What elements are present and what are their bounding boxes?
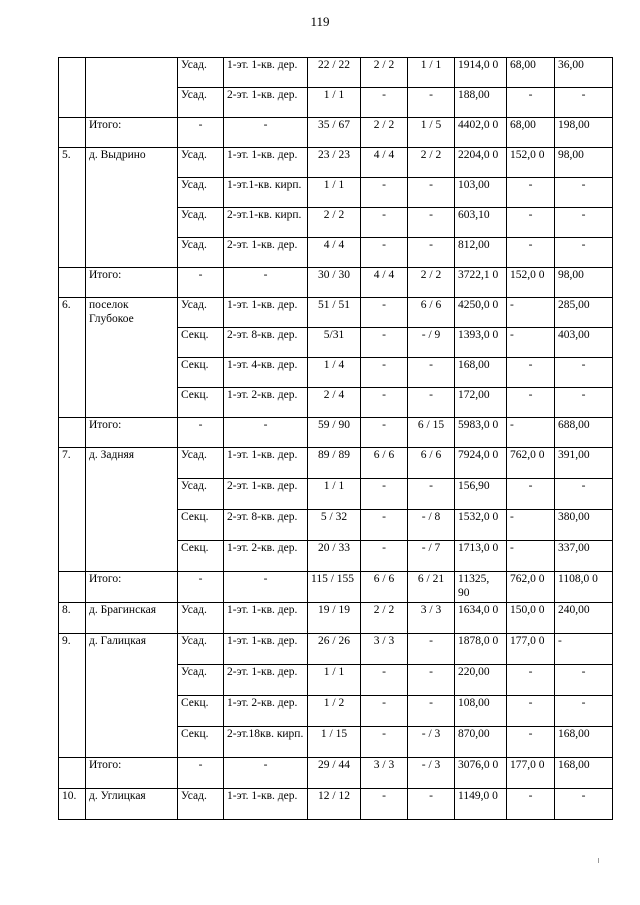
area-cell: 1634,0 0 <box>455 603 507 634</box>
value-cell: 2 / 2 <box>408 268 455 298</box>
value-cell: - / 9 <box>408 328 455 358</box>
count-cell: 1 / 2 <box>308 696 361 727</box>
value-cell: - <box>361 298 408 328</box>
area-cell: 1532,0 0 <box>455 510 507 541</box>
area-cell: 4250,0 0 <box>455 298 507 328</box>
value-cell: - <box>361 789 408 820</box>
area-cell: 152,0 0 <box>507 148 555 178</box>
area-cell: 1914,0 0 <box>455 58 507 88</box>
building-desc-cell: 1-эт. 1-кв. дер. <box>224 58 308 88</box>
area-cell: 603,10 <box>455 208 507 238</box>
count-cell: 1 / 15 <box>308 727 361 758</box>
count-cell: 1 / 4 <box>308 358 361 388</box>
area-cell: 762,0 0 <box>507 572 555 603</box>
building-type-cell: Усад. <box>178 448 224 479</box>
area-cell: 5983,0 0 <box>455 418 507 448</box>
area-cell: 168,00 <box>455 358 507 388</box>
table-row <box>59 58 613 88</box>
total-label-cell: Итого: <box>86 118 178 148</box>
building-desc-cell: 1-эт. 4-кв. дер. <box>224 358 308 388</box>
area-cell: - <box>507 178 555 208</box>
area-cell: - <box>507 727 555 758</box>
building-desc-cell: - <box>224 572 308 603</box>
building-desc-cell: 1-эт. 1-кв. дер. <box>224 148 308 178</box>
value-cell: - <box>361 208 408 238</box>
count-cell: 5/31 <box>308 328 361 358</box>
building-desc-cell: 1-эт. 1-кв. дер. <box>224 789 308 820</box>
building-desc-cell: 2-эт. 8-кв. дер. <box>224 328 308 358</box>
area-cell: - <box>507 510 555 541</box>
building-type-cell: Усад. <box>178 479 224 510</box>
building-desc-cell: 2-эт. 8-кв. дер. <box>224 510 308 541</box>
value-cell: 1 / 1 <box>408 58 455 88</box>
area-cell: - <box>555 238 613 268</box>
building-desc-cell: - <box>224 118 308 148</box>
building-type-cell: Секц. <box>178 328 224 358</box>
value-cell: - / 8 <box>408 510 455 541</box>
page-number: 119 <box>310 14 330 29</box>
area-cell: 156,90 <box>455 479 507 510</box>
settlement-name-cell <box>86 58 178 118</box>
building-type-cell: Секц. <box>178 388 224 418</box>
count-cell: 1 / 1 <box>308 178 361 208</box>
area-cell: 177,0 0 <box>507 758 555 789</box>
building-desc-cell: 2-эт.18кв. кирп. <box>224 727 308 758</box>
count-cell: 19 / 19 <box>308 603 361 634</box>
row-number-cell: 9. <box>59 634 86 758</box>
area-cell: 812,00 <box>455 238 507 268</box>
value-cell: 1 / 5 <box>408 118 455 148</box>
settlement-name-cell: д. Углицкая <box>86 789 178 820</box>
row-number-cell <box>59 58 86 118</box>
building-desc-cell: 1-эт. 1-кв. дер. <box>224 634 308 665</box>
total-row <box>59 572 613 603</box>
area-cell: 198,00 <box>555 118 613 148</box>
building-desc-cell: 1-эт.1-кв. кирп. <box>224 178 308 208</box>
value-cell: 3 / 3 <box>361 634 408 665</box>
area-cell: 220,00 <box>455 665 507 696</box>
value-cell: - <box>408 88 455 118</box>
count-cell: 89 / 89 <box>308 448 361 479</box>
area-cell: 7924,0 0 <box>455 448 507 479</box>
value-cell: - <box>361 88 408 118</box>
value-cell: 3 / 3 <box>361 758 408 789</box>
building-desc-cell: 1-эт. 2-кв. дер. <box>224 388 308 418</box>
value-cell: - / 3 <box>408 727 455 758</box>
value-cell: 6 / 21 <box>408 572 455 603</box>
area-cell: 380,00 <box>555 510 613 541</box>
table-row <box>59 298 613 328</box>
total-row <box>59 758 613 789</box>
area-cell: - <box>507 358 555 388</box>
area-cell: 68,00 <box>507 58 555 88</box>
area-cell: 36,00 <box>555 58 613 88</box>
area-cell: - <box>507 479 555 510</box>
value-cell: - <box>361 418 408 448</box>
row-number-cell: 5. <box>59 148 86 268</box>
area-cell: 3722,1 0 <box>455 268 507 298</box>
value-cell: - <box>408 208 455 238</box>
row-number-cell: 8. <box>59 603 86 634</box>
value-cell: - <box>408 238 455 268</box>
building-desc-cell: 1-эт. 1-кв. дер. <box>224 298 308 328</box>
area-cell: 870,00 <box>455 727 507 758</box>
building-type-cell: - <box>178 758 224 789</box>
total-row <box>59 268 613 298</box>
table-row <box>59 448 613 479</box>
count-cell: 23 / 23 <box>308 148 361 178</box>
value-cell: - <box>361 665 408 696</box>
value-cell: - <box>361 388 408 418</box>
count-cell: 51 / 51 <box>308 298 361 328</box>
area-cell: 688,00 <box>555 418 613 448</box>
area-cell: - <box>507 328 555 358</box>
count-cell: 29 / 44 <box>308 758 361 789</box>
value-cell: 6 / 6 <box>361 448 408 479</box>
building-desc-cell: - <box>224 268 308 298</box>
area-cell: 285,00 <box>555 298 613 328</box>
area-cell: - <box>555 88 613 118</box>
table-row <box>59 634 613 665</box>
count-cell: 2 / 2 <box>308 208 361 238</box>
value-cell: 2 / 2 <box>361 603 408 634</box>
total-label-cell: Итого: <box>86 268 178 298</box>
area-cell: 177,0 0 <box>507 634 555 665</box>
count-cell: 59 / 90 <box>308 418 361 448</box>
count-cell: 35 / 67 <box>308 118 361 148</box>
building-desc-cell: 2-эт. 1-кв. дер. <box>224 238 308 268</box>
value-cell: - <box>408 665 455 696</box>
value-cell: - <box>361 541 408 572</box>
area-cell: - <box>507 388 555 418</box>
value-cell: - / 7 <box>408 541 455 572</box>
area-cell: 168,00 <box>555 727 613 758</box>
building-desc-cell: 1-эт. 2-кв. дер. <box>224 541 308 572</box>
area-cell: 98,00 <box>555 148 613 178</box>
table-row <box>59 148 613 178</box>
count-cell: 1 / 1 <box>308 665 361 696</box>
value-cell: - <box>408 358 455 388</box>
value-cell: - <box>408 634 455 665</box>
total-row <box>59 118 613 148</box>
area-cell: - <box>555 634 613 665</box>
building-type-cell: - <box>178 418 224 448</box>
building-type-cell: Усад. <box>178 298 224 328</box>
value-cell: 4 / 4 <box>361 268 408 298</box>
value-cell: - <box>361 727 408 758</box>
building-type-cell: - <box>178 268 224 298</box>
area-cell: 1108,0 0 <box>555 572 613 603</box>
area-cell: 762,0 0 <box>507 448 555 479</box>
area-cell: - <box>507 418 555 448</box>
area-cell: 2204,0 0 <box>455 148 507 178</box>
area-cell: 1878,0 0 <box>455 634 507 665</box>
area-cell: 391,00 <box>555 448 613 479</box>
area-cell: 240,00 <box>555 603 613 634</box>
area-cell: 11325, 90 <box>455 572 507 603</box>
area-cell: 3076,0 0 <box>455 758 507 789</box>
value-cell: 3 / 3 <box>408 603 455 634</box>
area-cell: - <box>507 238 555 268</box>
building-desc-cell: 2-эт.1-кв. кирп. <box>224 208 308 238</box>
area-cell: - <box>507 541 555 572</box>
building-type-cell: Усад. <box>178 603 224 634</box>
area-cell: 4402,0 0 <box>455 118 507 148</box>
area-cell: 150,0 0 <box>507 603 555 634</box>
area-cell: - <box>555 178 613 208</box>
value-cell: - <box>361 238 408 268</box>
housing-table <box>58 57 613 820</box>
area-cell: 68,00 <box>507 118 555 148</box>
area-cell: - <box>507 88 555 118</box>
area-cell: 172,00 <box>455 388 507 418</box>
total-row <box>59 418 613 448</box>
building-type-cell: Усад. <box>178 789 224 820</box>
building-desc-cell: - <box>224 418 308 448</box>
area-cell: - <box>507 665 555 696</box>
area-cell: 98,00 <box>555 268 613 298</box>
value-cell: - <box>361 696 408 727</box>
value-cell: - <box>361 479 408 510</box>
area-cell: - <box>555 696 613 727</box>
area-cell: 403,00 <box>555 328 613 358</box>
building-type-cell: Секц. <box>178 510 224 541</box>
value-cell: 6 / 15 <box>408 418 455 448</box>
building-desc-cell: 1-эт. 1-кв. дер. <box>224 603 308 634</box>
area-cell: - <box>555 208 613 238</box>
area-cell: - <box>555 789 613 820</box>
area-cell: - <box>555 665 613 696</box>
area-cell: - <box>507 298 555 328</box>
area-cell: - <box>555 388 613 418</box>
building-desc-cell: 2-эт. 1-кв. дер. <box>224 479 308 510</box>
area-cell: 168,00 <box>555 758 613 789</box>
area-cell: - <box>555 479 613 510</box>
building-type-cell: - <box>178 118 224 148</box>
building-type-cell: Усад. <box>178 148 224 178</box>
area-cell: 1713,0 0 <box>455 541 507 572</box>
area-cell: 1393,0 0 <box>455 328 507 358</box>
value-cell: - <box>408 696 455 727</box>
building-type-cell: Усад. <box>178 88 224 118</box>
area-cell: 188,00 <box>455 88 507 118</box>
value-cell: 2 / 2 <box>408 148 455 178</box>
building-type-cell: Усад. <box>178 665 224 696</box>
area-cell: - <box>507 696 555 727</box>
value-cell: - <box>361 178 408 208</box>
settlement-name-cell: д. Задняя <box>86 448 178 572</box>
area-cell: 1149,0 0 <box>455 789 507 820</box>
count-cell: 30 / 30 <box>308 268 361 298</box>
building-type-cell: Секц. <box>178 358 224 388</box>
building-type-cell: Усад. <box>178 178 224 208</box>
value-cell: 4 / 4 <box>361 148 408 178</box>
count-cell: 26 / 26 <box>308 634 361 665</box>
area-cell: - <box>507 208 555 238</box>
count-cell: 2 / 4 <box>308 388 361 418</box>
total-label-cell: Итого: <box>86 418 178 448</box>
total-label-cell: Итого: <box>86 572 178 603</box>
row-number-cell: 6. <box>59 298 86 418</box>
area-cell: 337,00 <box>555 541 613 572</box>
count-cell: 4 / 4 <box>308 238 361 268</box>
area-cell: - <box>555 358 613 388</box>
area-cell: 103,00 <box>455 178 507 208</box>
settlement-name-cell: д. Брагинская <box>86 603 178 634</box>
value-cell: - / 3 <box>408 758 455 789</box>
count-cell: 22 / 22 <box>308 58 361 88</box>
value-cell: - <box>408 479 455 510</box>
value-cell: 2 / 2 <box>361 58 408 88</box>
row-number-cell: 7. <box>59 448 86 572</box>
total-label-cell: Итого: <box>86 758 178 789</box>
count-cell: 1 / 1 <box>308 479 361 510</box>
value-cell: - <box>408 789 455 820</box>
value-cell: 6 / 6 <box>408 298 455 328</box>
building-type-cell: Секц. <box>178 696 224 727</box>
settlement-name-cell: д. Выдрино <box>86 148 178 268</box>
value-cell: - <box>408 178 455 208</box>
count-cell: 20 / 33 <box>308 541 361 572</box>
area-cell: 152,0 0 <box>507 268 555 298</box>
row-number-cell: 10. <box>59 789 86 820</box>
settlement-name-cell: поселок Глубокое <box>86 298 178 418</box>
value-cell: - <box>361 328 408 358</box>
value-cell: 6 / 6 <box>408 448 455 479</box>
building-type-cell: Секц. <box>178 541 224 572</box>
building-desc-cell: 1-эт. 2-кв. дер. <box>224 696 308 727</box>
count-cell: 12 / 12 <box>308 789 361 820</box>
building-type-cell: Усад. <box>178 238 224 268</box>
building-desc-cell: - <box>224 758 308 789</box>
value-cell: 2 / 2 <box>361 118 408 148</box>
value-cell: - <box>361 358 408 388</box>
building-type-cell: Усад. <box>178 634 224 665</box>
area-cell: 108,00 <box>455 696 507 727</box>
building-type-cell: Усад. <box>178 208 224 238</box>
value-cell: - <box>408 388 455 418</box>
value-cell: - <box>361 510 408 541</box>
building-desc-cell: 1-эт. 1-кв. дер. <box>224 448 308 479</box>
count-cell: 1 / 1 <box>308 88 361 118</box>
value-cell: 6 / 6 <box>361 572 408 603</box>
building-type-cell: - <box>178 572 224 603</box>
settlement-name-cell: д. Галицкая <box>86 634 178 758</box>
building-desc-cell: 2-эт. 1-кв. дер. <box>224 88 308 118</box>
building-type-cell: Усад. <box>178 58 224 88</box>
building-type-cell: Секц. <box>178 727 224 758</box>
count-cell: 115 / 155 <box>308 572 361 603</box>
table-row <box>59 603 613 634</box>
count-cell: 5 / 32 <box>308 510 361 541</box>
building-desc-cell: 2-эт. 1-кв. дер. <box>224 665 308 696</box>
scan-mark <box>598 858 599 863</box>
area-cell: - <box>507 789 555 820</box>
table-row <box>59 789 613 820</box>
